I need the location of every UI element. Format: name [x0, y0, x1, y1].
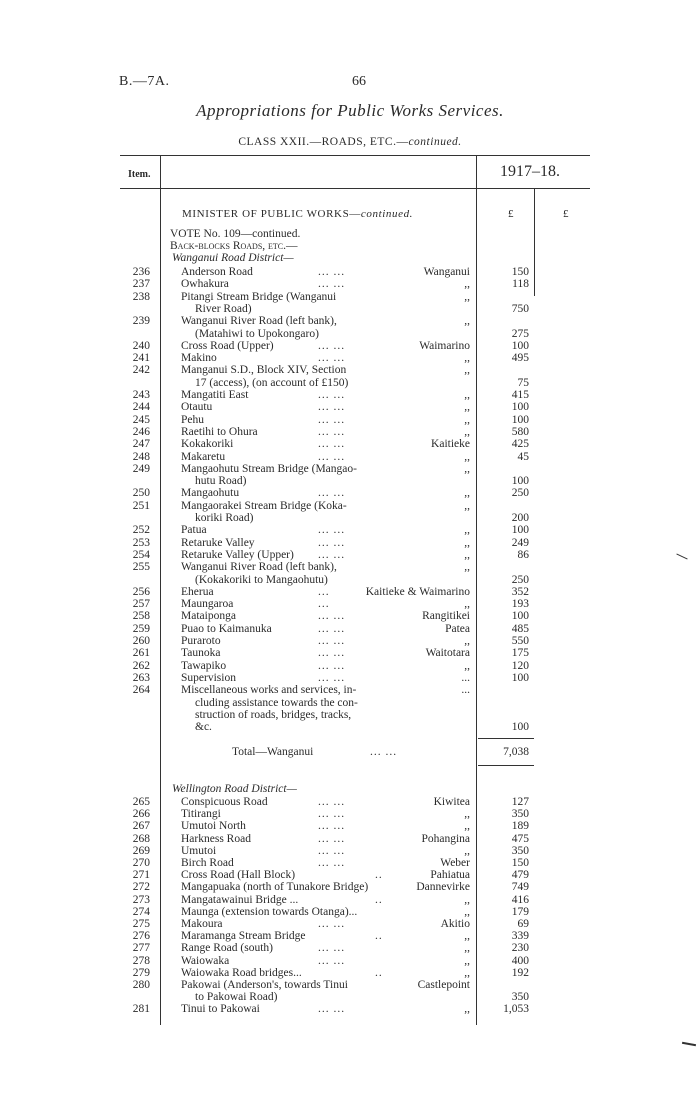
item-description: Tinui to Pakowai — [181, 1003, 260, 1016]
leader-dots: ... — [318, 585, 330, 598]
item-number: 261 — [132, 647, 150, 660]
item-number: 264 — [132, 684, 150, 697]
subhead: Back-blocks Roads, etc.— — [170, 240, 298, 252]
amount: 230 — [511, 942, 529, 955]
leader-dots: ... ... — [318, 352, 346, 365]
leader-dots: .. — [375, 966, 383, 979]
leader-dots: ... ... — [318, 278, 346, 291]
item-description: Pakowai (Anderson's, towards Tinui — [181, 979, 348, 991]
item-description: Waiowaka Road bridges... — [181, 966, 302, 979]
leader-dots: ... ... — [318, 339, 346, 352]
district-name: ,, — [464, 1003, 470, 1016]
item-description: Pitangi Stream Bridge (Wanganui — [181, 290, 337, 303]
leader-dots: .. — [375, 930, 383, 943]
amount: 580 — [511, 425, 529, 438]
header-rule — [120, 188, 590, 189]
district-name: ,, — [464, 930, 470, 943]
item-description: Wanganui River Road (left bank), — [181, 561, 337, 574]
item-description: Mangapuaka (north of Tunakore Bridge) — [181, 881, 369, 894]
item-description: Raetihi to Ohura — [181, 425, 258, 438]
item-number: 238 — [132, 290, 150, 303]
amount: 118 — [512, 278, 529, 291]
district-name: Kaitieke — [431, 438, 470, 451]
item-number: 272 — [132, 881, 150, 894]
item-number: 246 — [132, 425, 150, 438]
district-name: ,, — [464, 499, 470, 512]
district-name: ,, — [464, 462, 470, 475]
district-name: ,, — [464, 635, 470, 647]
item-number: 281 — [132, 1003, 150, 1016]
leader-dots: ... ... — [318, 450, 346, 463]
amount: 416 — [511, 893, 529, 906]
item-description-cont: to Pakowai Road) — [195, 991, 278, 1004]
report-reference: B.—7A. — [119, 74, 170, 89]
district-name: Waimarino — [419, 339, 470, 352]
district-name: ,, — [464, 548, 470, 561]
item-description: Range Road (south) — [181, 942, 273, 955]
leader-dots: ... ... — [318, 524, 346, 537]
item-number: 239 — [132, 315, 150, 328]
leader-dots: ... ... — [318, 635, 346, 647]
item-description: Mangaohutu — [181, 487, 240, 500]
leader-dots: ... ... — [318, 832, 346, 845]
district-name: ,, — [464, 487, 470, 500]
item-number: 242 — [132, 364, 150, 377]
amount: 100 — [511, 610, 529, 623]
leader-dots: ... ... — [318, 487, 346, 500]
item-number: 263 — [132, 671, 150, 684]
item-number: 245 — [132, 413, 150, 426]
district-name: ,, — [464, 278, 470, 291]
class-heading: CLASS XXII.—ROADS, ETC.—continued. — [238, 136, 462, 148]
item-number: 267 — [132, 820, 150, 833]
amount: 1,053 — [503, 1003, 529, 1016]
amount: 179 — [511, 905, 529, 918]
item-description: Waiowaka — [181, 954, 230, 967]
item-description: Umutoi North — [181, 820, 246, 833]
item-description: Makino — [181, 352, 217, 365]
amount: 45 — [517, 450, 529, 463]
item-number: 244 — [132, 401, 150, 414]
leader-dots: ... — [318, 598, 330, 611]
amount: 100 — [511, 401, 529, 414]
district-name: Akitio — [440, 918, 470, 930]
district-name: ,, — [464, 364, 470, 377]
item-number: 260 — [132, 635, 150, 647]
item-number: 270 — [132, 857, 150, 869]
minister-heading: MINISTER OF PUBLIC WORKS—continued. — [182, 208, 414, 220]
amount: 120 — [511, 659, 529, 672]
item-number: 253 — [132, 536, 150, 549]
item-description: Otautu — [181, 401, 213, 414]
amount: 192 — [511, 966, 529, 979]
amount: 475 — [511, 832, 529, 845]
leader-dots: ... ... — [318, 1003, 346, 1016]
item-number: 255 — [132, 561, 150, 574]
leader-dots: ... ... — [318, 796, 346, 808]
margin-mark-2 — [682, 1042, 696, 1046]
item-description: Retaruke Valley — [181, 536, 255, 549]
district-name: ,, — [464, 425, 470, 438]
item-description: Mangaohutu Stream Bridge (Mangao- — [181, 462, 357, 475]
amount: 495 — [511, 352, 529, 365]
amount: 100 — [511, 671, 529, 684]
leader-dots: ... ... — [318, 266, 346, 278]
amount: 250 — [511, 573, 529, 586]
item-description: Umutoi — [181, 844, 217, 857]
item-number: 250 — [132, 487, 150, 500]
item-description: Cross Road (Upper) — [181, 339, 274, 352]
amount: 127 — [511, 796, 529, 808]
vote-heading: VOTE No. 109—continued. — [170, 228, 301, 240]
item-description: Anderson Road — [181, 266, 253, 278]
amount: 425 — [511, 438, 529, 451]
item-number: 256 — [132, 585, 150, 598]
item-number: 252 — [132, 524, 150, 537]
item-number: 248 — [132, 450, 150, 463]
item-description-cont: (Matahiwi to Upokongaro) — [195, 327, 319, 340]
leader-dots: ... ... — [318, 389, 346, 401]
amount: 550 — [511, 635, 529, 647]
leader-dots: ... ... — [318, 548, 346, 561]
district-name: Patea — [445, 622, 470, 635]
district-name: ... — [461, 684, 470, 697]
item-description: Maunga (extension towards Otanga)... — [181, 905, 358, 918]
leader-dots: .. — [375, 869, 383, 882]
item-number: 247 — [132, 438, 150, 451]
item-number: 265 — [132, 796, 150, 808]
item-number: 273 — [132, 893, 150, 906]
item-description: Birch Road — [181, 857, 234, 869]
district-name: Weber — [440, 857, 470, 869]
item-description: Retaruke Valley (Upper) — [181, 548, 294, 561]
district-name: ,, — [464, 536, 470, 549]
district-name: ,, — [464, 413, 470, 426]
amount: 250 — [511, 487, 529, 500]
amount: 749 — [511, 881, 529, 894]
item-description: Conspicuous Road — [181, 796, 268, 808]
item-description: Owhakura — [181, 278, 229, 291]
amount: 100 — [511, 524, 529, 537]
amount: 69 — [517, 918, 529, 930]
district-name: ,, — [464, 905, 470, 918]
total-dots: ... ... — [370, 746, 398, 758]
year-column-header: 1917–18. — [500, 163, 560, 180]
district-name: ,, — [464, 389, 470, 401]
amount: 479 — [511, 869, 529, 882]
amount: 350 — [511, 844, 529, 857]
district-name: ,, — [464, 844, 470, 857]
leader-dots: ... ... — [318, 622, 346, 635]
leader-dots: ... ... — [318, 844, 346, 857]
item-description: Pehu — [181, 413, 204, 426]
amount-column-rule-mid — [534, 188, 535, 296]
leader-dots: ... ... — [318, 610, 346, 623]
item-number: 254 — [132, 548, 150, 561]
amount: 339 — [511, 930, 529, 943]
item-number: 259 — [132, 622, 150, 635]
item-number: 277 — [132, 942, 150, 955]
district-name: ,, — [464, 954, 470, 967]
district-name: Pahiatua — [430, 869, 470, 882]
amount: 415 — [511, 389, 529, 401]
district-name: Pohangina — [421, 832, 470, 845]
item-description: Cross Road (Hall Block) — [181, 869, 296, 882]
item-description: Maungaroa — [181, 598, 234, 611]
item-description: Supervision — [181, 671, 236, 684]
leader-dots: ... ... — [318, 438, 346, 451]
item-number: 236 — [132, 266, 150, 278]
amount: 100 — [511, 339, 529, 352]
item-description: Patua — [181, 524, 207, 537]
amount: 350 — [511, 808, 529, 821]
leader-dots: ... ... — [318, 918, 346, 930]
item-description: Puraroto — [181, 635, 221, 647]
leader-dots: ... ... — [318, 671, 346, 684]
item-description: Kokakoriki — [181, 438, 234, 451]
leader-dots: ... ... — [318, 647, 346, 660]
district-name: Dannevirke — [416, 881, 470, 894]
leader-dots: ... ... — [318, 425, 346, 438]
amount: 750 — [511, 302, 529, 315]
item-description: Puao to Kaimanuka — [181, 622, 272, 635]
margin-mark-1 — [676, 554, 687, 560]
item-description-cont: koriki Road) — [195, 512, 254, 524]
item-description-cont: struction of roads, bridges, tracks, — [195, 708, 352, 721]
item-number: 237 — [132, 278, 150, 291]
district-name: ,, — [464, 315, 470, 328]
district-name: ,, — [464, 820, 470, 833]
item-number: 257 — [132, 598, 150, 611]
item-number: 279 — [132, 966, 150, 979]
district-name: ,, — [464, 598, 470, 611]
amount: 75 — [517, 376, 529, 389]
amount-column-rule-left — [476, 155, 477, 1025]
amount: 350 — [511, 991, 529, 1004]
leader-dots: ... ... — [318, 857, 346, 869]
page-number: 66 — [352, 74, 366, 89]
item-number: 249 — [132, 462, 150, 475]
amount: 400 — [511, 954, 529, 967]
total-amount: 7,038 — [503, 746, 529, 758]
item-description-cont: River Road) — [195, 302, 252, 315]
amount: 249 — [511, 536, 529, 549]
item-description-cont: 17 (access), (on account of £150) — [195, 376, 349, 389]
district-name: ,, — [464, 966, 470, 979]
district-name: Wanganui — [423, 266, 470, 278]
district-name: ,, — [464, 352, 470, 365]
leader-dots: ... ... — [318, 954, 346, 967]
total-label: Total—Wanganui — [232, 746, 314, 758]
leader-dots: ... ... — [318, 413, 346, 426]
district-name: ,, — [464, 808, 470, 821]
item-description: Manganui S.D., Block XIV, Section — [181, 364, 347, 377]
leader-dots: ... ... — [318, 808, 346, 821]
item-number: 241 — [132, 352, 150, 365]
district-heading-wanganui: Wanganui Road District— — [172, 252, 294, 264]
item-description: Mangaorakei Stream Bridge (Koka- — [181, 499, 347, 512]
item-description: Maramanga Stream Bridge — [181, 930, 306, 943]
page-title: Appropriations for Public Works Services. — [196, 101, 504, 120]
item-description-cont: cluding assistance towards the con- — [195, 696, 358, 709]
district-name: ,, — [464, 524, 470, 537]
item-number: 276 — [132, 930, 150, 943]
item-description: Mangatiti East — [181, 389, 249, 401]
item-number: 266 — [132, 808, 150, 821]
item-number: 278 — [132, 954, 150, 967]
pound-sign-2: £ — [563, 208, 569, 220]
district-name: ,, — [464, 942, 470, 955]
leader-dots: ... ... — [318, 820, 346, 833]
amount: 275 — [511, 327, 529, 340]
item-description: Eherua — [181, 585, 214, 598]
item-column-rule — [160, 155, 161, 1025]
leader-dots: ... ... — [318, 401, 346, 414]
district-name: ,, — [464, 659, 470, 672]
leader-dots: ... ... — [318, 942, 346, 955]
amount: 485 — [511, 622, 529, 635]
district-name: ,, — [464, 290, 470, 303]
item-number: 274 — [132, 905, 150, 918]
district-name: Rangitikei — [422, 610, 470, 623]
leader-dots: ... ... — [318, 536, 346, 549]
district-name: ,, — [464, 450, 470, 463]
item-description: Miscellaneous works and services, in- — [181, 684, 357, 697]
district-name: ,, — [464, 561, 470, 574]
item-number: 269 — [132, 844, 150, 857]
item-description: Taunoka — [181, 647, 221, 660]
item-description-cont: (Kokakoriki to Mangaohutu) — [195, 573, 328, 586]
item-number: 280 — [132, 979, 150, 991]
item-description: Makoura — [181, 918, 223, 930]
item-description: Harkness Road — [181, 832, 251, 845]
amount: 200 — [511, 512, 529, 524]
district-heading-wellington: Wellington Road District— — [172, 783, 297, 795]
item-description-cont: &c. — [195, 721, 212, 734]
district-name: ,, — [464, 893, 470, 906]
top-rule — [120, 155, 590, 156]
amount: 189 — [511, 820, 529, 833]
leader-dots: .. — [375, 893, 383, 906]
item-description: Tawapiko — [181, 659, 227, 672]
item-number: 240 — [132, 339, 150, 352]
amount: 175 — [511, 647, 529, 660]
item-description-cont: hutu Road) — [195, 475, 247, 488]
item-description: Mangatawainui Bridge ... — [181, 893, 299, 906]
amount: 100 — [511, 721, 529, 734]
item-number: 275 — [132, 918, 150, 930]
amount: 86 — [517, 548, 529, 561]
item-number: 262 — [132, 659, 150, 672]
item-number: 258 — [132, 610, 150, 623]
amount: 100 — [511, 475, 529, 488]
district-name: Castlepoint — [417, 979, 470, 991]
district-name: ,, — [464, 401, 470, 414]
total-rule-top — [478, 738, 534, 739]
leader-dots: ... ... — [318, 659, 346, 672]
district-name: Waitotara — [425, 647, 470, 660]
pound-sign-1: £ — [508, 208, 514, 220]
item-number: 243 — [132, 389, 150, 401]
amount: 193 — [511, 598, 529, 611]
item-description: Titirangi — [181, 808, 221, 821]
amount: 150 — [511, 266, 529, 278]
district-name: ... — [461, 671, 470, 684]
item-description: Makaretu — [181, 450, 226, 463]
amount: 150 — [511, 857, 529, 869]
item-description: Mataiponga — [181, 610, 236, 623]
amount: 352 — [511, 585, 529, 598]
district-name: Kaitieke & Waimarino — [365, 585, 470, 598]
total-rule-bottom — [478, 765, 534, 766]
item-number: 251 — [132, 499, 150, 512]
item-number: 268 — [132, 832, 150, 845]
district-name: Kiwitea — [433, 796, 470, 808]
item-column-header: Item. — [128, 169, 151, 180]
amount: 100 — [511, 413, 529, 426]
item-description: Wanganui River Road (left bank), — [181, 315, 337, 328]
item-number: 271 — [132, 869, 150, 882]
